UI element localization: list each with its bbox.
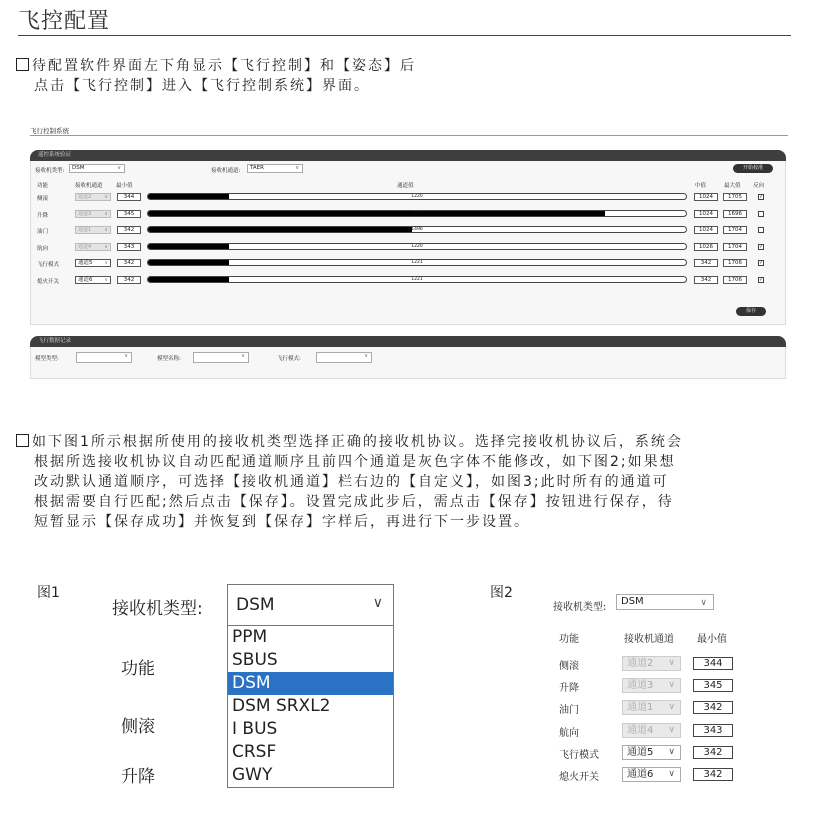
paragraph-line: 点击【飞行控制】进入【飞行控制系统】界面。 [34, 78, 370, 94]
row-min-value: 342 [117, 226, 141, 234]
figure2-row-function: 飞行模式 [559, 750, 599, 761]
row-mid-value: 342 [694, 259, 718, 267]
chevron-down-icon: ∨ [241, 353, 245, 359]
row-max-value: 1706 [723, 276, 747, 284]
header-min: 最小值 [116, 183, 133, 189]
model-type-select[interactable] [76, 352, 132, 363]
figure2-header-channel: 接收机通道 [624, 634, 674, 645]
row-max-value: 1704 [723, 243, 747, 251]
remote-verify-panel [30, 150, 786, 325]
figure2-row-function: 升降 [559, 683, 579, 694]
figure1-function-label: 功能 [121, 659, 155, 679]
chevron-down-icon: ∨ [700, 598, 707, 608]
row-mid-value: 1024 [694, 193, 718, 201]
header-reverse: 反向 [753, 183, 765, 189]
flight-mode-select[interactable] [316, 352, 372, 363]
figure2-row-channel-select: 通道1 ∨ [622, 700, 681, 715]
receiver-channel-select[interactable] [247, 164, 303, 173]
row-min-value: 344 [117, 193, 141, 201]
figure2-receiver-type-select[interactable] [616, 594, 714, 610]
figure2-receiver-type-value: DSM [621, 596, 644, 607]
figure2-receiver-type-label: 接收机类型: [553, 602, 607, 613]
figure2-row-function: 油门 [559, 705, 579, 716]
chevron-down-icon: ∨ [364, 353, 368, 359]
dropdown-option[interactable]: DSM SRXL2 [232, 696, 331, 716]
paragraph-line: 改动默认通道顺序，可选择【接收机通道】栏右边的【自定义】，如图3;此时所有的通道可 [34, 474, 669, 490]
chevron-down-icon: ∨ [668, 725, 675, 735]
figure2-row-channel-select[interactable]: 通道5 ∨ [622, 745, 681, 760]
header-channel-value: 通道值 [397, 183, 414, 189]
paragraph-line: 短暂显示【保存成功】并恢复到【保存】字样后，再进行下一步设置。 [34, 514, 530, 530]
row-channel-select: 通道2 ∨ [75, 193, 111, 201]
receiver-channel-label: 接收机通道: [211, 168, 241, 174]
paragraph-line: 根据所选接收机协议自动匹配通道顺序且前四个通道是灰色字体不能修改，如下图2;如果想 [34, 454, 676, 470]
model-name-select[interactable] [193, 352, 249, 363]
row-channel-value: 1496 [411, 227, 423, 232]
dropdown-option[interactable]: I BUS [232, 719, 278, 739]
row-mid-value: 1024 [694, 210, 718, 218]
row-channel-value: 1783 [411, 210, 423, 216]
receiver-type-value: DSM [72, 165, 85, 171]
row-function-label: 熄火开关 [37, 278, 60, 285]
figure2-row-channel-select[interactable]: 通道6 ∨ [622, 767, 681, 782]
chevron-down-icon: ∨ [668, 769, 675, 779]
model-type-label: 模型类型: [35, 356, 59, 362]
chevron-down-icon: ∨ [668, 747, 675, 757]
row-channel-bar [147, 193, 687, 200]
row-max-value: 1705 [723, 193, 747, 201]
row-reverse-checkbox[interactable]: ✓ [759, 260, 764, 266]
save-button[interactable]: 保存 [736, 307, 766, 316]
figure2-row-function: 侧滚 [559, 661, 579, 672]
row-channel-select: 通道1 ∨ [75, 226, 111, 234]
dropdown-option[interactable]: GWY [232, 765, 273, 785]
row-max-value: 1696 [723, 210, 747, 218]
row-channel-bar [147, 243, 687, 250]
figure2-row-min-value: 342 [693, 701, 733, 714]
panel-header: 飞行数据记录 [30, 336, 786, 347]
figure2-row-min-value: 343 [693, 724, 733, 737]
dropdown-option[interactable]: CRSF [232, 742, 277, 762]
figure1-receiver-type-select[interactable] [227, 584, 394, 626]
chevron-down-icon: ∨ [104, 260, 108, 266]
figure1-row-label: 侧滚 [121, 717, 155, 737]
row-min-value: 343 [117, 243, 141, 251]
row-reverse-checkbox[interactable]: ✓ [759, 276, 764, 283]
chevron-down-icon: ∨ [104, 276, 108, 283]
chevron-down-icon: ∨ [295, 165, 299, 171]
model-name-label: 模型名称: [157, 356, 181, 362]
figure2-row-channel-select: 通道4 ∨ [622, 723, 681, 738]
row-reverse-checkbox[interactable] [758, 211, 764, 217]
row-channel-select: 通道3 ∨ [75, 210, 111, 218]
row-max-value: 1706 [723, 259, 747, 267]
paragraph-line: 待配置软件界面左下角显示【飞行控制】和【姿态】后 [32, 58, 416, 74]
row-reverse-checkbox[interactable] [758, 227, 764, 233]
row-channel-value: 1220 [411, 194, 423, 199]
paragraph-line: 根据需要自行匹配;然后点击【保存】。设置完成此步后，需点击【保存】按钮进行保存，待 [34, 494, 674, 510]
start-calibration-button[interactable]: 开始校准 [733, 164, 773, 173]
chevron-down-icon: ∨ [104, 243, 108, 250]
figure1-label: 图1 [37, 585, 60, 601]
figure2-row-min-value: 342 [693, 746, 733, 759]
figure2-row-channel-select: 通道2 ∨ [622, 656, 681, 671]
page-title: 飞控配置 [18, 9, 111, 34]
row-mid-value: 342 [694, 276, 718, 284]
row-min-value: 342 [117, 259, 141, 267]
row-channel-bar [147, 259, 687, 266]
figure1-receiver-type-label: 接收机类型: [112, 599, 203, 619]
row-function-label: 侧滚 [37, 196, 49, 202]
figure2-row-channel-select: 通道3 ∨ [622, 678, 681, 693]
dropdown-option[interactable]: PPM [232, 627, 268, 647]
checkbox-bullet-icon [16, 434, 29, 447]
chevron-down-icon: ∨ [668, 658, 675, 668]
chevron-down-icon: ∨ [104, 210, 108, 217]
row-channel-bar [147, 226, 687, 233]
dropdown-option[interactable]: SBUS [232, 650, 278, 670]
receiver-channel-value: TAER [250, 165, 264, 171]
flight-mode-label: 飞行模式: [277, 356, 301, 362]
figure2-row-min-value: 342 [693, 768, 733, 781]
row-min-value: 342 [117, 276, 141, 284]
panel-header: 遥控系统验证 [30, 150, 786, 161]
figure2-header-min: 最小值 [697, 634, 727, 645]
figure1-selected-value: DSM [236, 595, 275, 615]
receiver-type-label: 接收机类型: [35, 168, 65, 174]
figure1-row-label: 升降 [121, 767, 155, 787]
row-channel-bar [147, 276, 687, 283]
row-max-value: 1704 [723, 226, 747, 234]
figure2-label: 图2 [490, 585, 513, 601]
paragraph-line: 如下图1所示根据所使用的接收机类型选择正确的接收机协议。选择完接收机协议后，系统会 [32, 434, 683, 450]
row-channel-value: 1221 [411, 276, 423, 282]
row-channel-select[interactable]: 通道5 ∨ [75, 259, 111, 267]
chevron-down-icon: ∨ [104, 227, 108, 233]
chevron-down-icon: ∨ [668, 680, 675, 690]
row-function-label: 飞行模式 [37, 262, 60, 268]
row-function-label: 升降 [37, 212, 49, 219]
chevron-down-icon: ∨ [668, 702, 675, 712]
header-mid: 中值 [695, 183, 707, 189]
chevron-down-icon: ∨ [124, 353, 128, 359]
header-max: 最大值 [724, 183, 741, 189]
instruction-paragraph-2 [16, 432, 683, 532]
row-function-label: 油门 [37, 229, 49, 235]
flight-control-screenshot [28, 124, 790, 382]
figure2-row-min-value: 345 [693, 679, 733, 692]
chevron-down-icon: ∨ [104, 194, 108, 200]
checkbox-bullet-icon [16, 58, 29, 71]
row-min-value: 345 [117, 210, 141, 218]
figure2-row-min-value: 344 [693, 657, 733, 670]
row-channel-select: 通道4 ∨ [75, 243, 111, 251]
row-channel-select[interactable]: 通道6 ∨ [75, 276, 111, 284]
flight-data-panel [30, 336, 786, 379]
chevron-down-icon: ∨ [372, 595, 383, 611]
row-reverse-checkbox[interactable]: ✓ [759, 243, 764, 250]
dropdown-option[interactable]: DSM [228, 672, 393, 695]
window-title: 飞行控制系统 [30, 127, 69, 135]
figure2-row-function: 航向 [559, 728, 579, 739]
instruction-paragraph-1 [16, 56, 416, 96]
figure2-header-function: 功能 [559, 634, 579, 645]
row-channel-value: 1220 [411, 243, 423, 249]
row-reverse-checkbox[interactable]: ✓ [759, 194, 764, 200]
title-divider [18, 35, 791, 36]
receiver-type-select[interactable] [69, 164, 125, 173]
row-channel-bar [147, 210, 687, 217]
chevron-down-icon: ∨ [117, 165, 121, 171]
figure1-dropdown-list [227, 626, 394, 788]
row-mid-value: 1024 [694, 226, 718, 234]
row-mid-value: 1026 [694, 243, 718, 251]
header-channel: 接收机通道 [75, 183, 103, 189]
figure2-row-function: 熄火开关 [559, 772, 599, 783]
window-divider [30, 135, 788, 136]
row-function-label: 航向 [37, 245, 49, 252]
header-function: 功能 [37, 183, 49, 189]
row-channel-value: 1221 [411, 260, 423, 265]
